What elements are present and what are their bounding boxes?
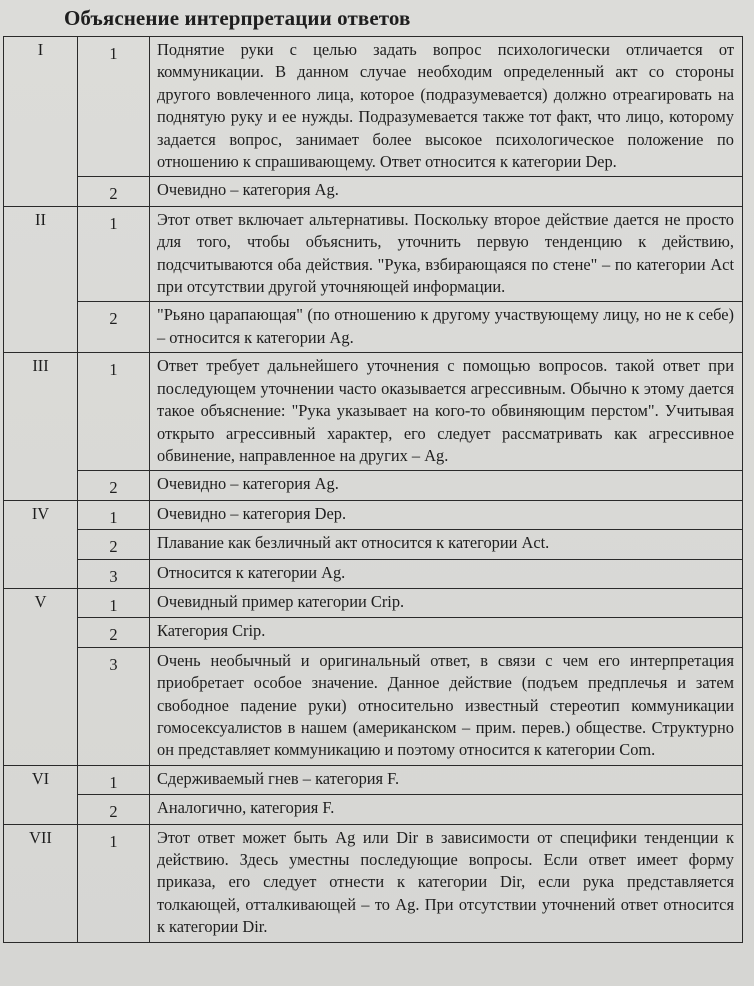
explanation-cell: Очевидный пример категории Crip. (150, 588, 743, 617)
explanation-cell: Этот ответ может быть Ag или Dir в зависимости от специфики тенденции к действию. Здесь уместны последующие вопросы. Если ответ имеет форму приказа, его следует отнести к категории Dir, если рука представляется толкающей, отталкивающей – то Ag. При отсутствии уточнений ответ относится к категории Dir. (150, 824, 743, 942)
table-row (4, 206, 743, 302)
group-cell (4, 647, 78, 765)
group-cell (4, 795, 78, 824)
explanation-cell: Плавание как безличный акт относится к категории Act. (150, 530, 743, 559)
group-cell: IV (4, 500, 78, 529)
explanation-cell: Сдерживаемый гнев – категория F. (150, 765, 743, 794)
explanation-cell: Очевидно – категория Ag. (150, 471, 743, 500)
interpretation-table (3, 36, 743, 943)
group-cell: I (4, 37, 78, 177)
number-cell: 1 (78, 824, 150, 942)
group-cell: V (4, 588, 78, 617)
table-row (4, 647, 743, 765)
group-cell (4, 530, 78, 559)
group-cell (4, 618, 78, 647)
number-cell: 3 (78, 559, 150, 588)
number-cell: 1 (78, 353, 150, 471)
explanation-cell: Аналогично, категория F. (150, 795, 743, 824)
table-row (4, 37, 743, 177)
table-row (4, 500, 743, 529)
table-row (4, 588, 743, 617)
table-row (4, 177, 743, 206)
group-cell: III (4, 353, 78, 471)
number-cell: 2 (78, 795, 150, 824)
number-cell: 2 (78, 471, 150, 500)
group-cell (4, 471, 78, 500)
number-cell: 1 (78, 765, 150, 794)
group-cell: II (4, 206, 78, 302)
number-cell: 1 (78, 588, 150, 617)
explanation-cell: Ответ требует дальнейшего уточнения с помощью вопросов. такой ответ при последующем уточнении часто оказывается агрессивным. Обычно к этому дается такое объяснение: "Рука указывает на кого-то обвиняющим перстом". Учитывая открыто агрессивный характер, его следует рассматривать как агрессивное обвинение, направленное на других – Ag. (150, 353, 743, 471)
table-row (4, 795, 743, 824)
table-row (4, 824, 743, 942)
number-cell: 1 (78, 37, 150, 177)
table-row (4, 530, 743, 559)
group-cell: VII (4, 824, 78, 942)
page-title: Объяснение интерпретации ответов (64, 6, 411, 30)
explanation-cell: Этот ответ включает альтернативы. Поскольку второе действие дается не просто для того, чтобы объяснить, уточнить первую тенденцию к действию, подсчитываются оба действия. "Рука, взбирающаяся по стене" – по категории Act при отсутствии другой уточняющей информации. (150, 206, 743, 302)
table-row (4, 353, 743, 471)
table-row (4, 765, 743, 794)
number-cell: 2 (78, 177, 150, 206)
explanation-cell: Категория Crip. (150, 618, 743, 647)
explanation-cell: Поднятие руки с целью задать вопрос психологически отличается от коммуникации. В данном случае необходим определенный акт со стороны другого вовлеченного лица, которое (подразумевается) должно отреагировать на поднятую руку и ее нужды. Подразумевается также тот факт, что лицо, которому задается вопрос, занимает более высокое психологическое положение по отношению к спрашивающему. Ответ относится к категории Dep. (150, 37, 743, 177)
group-cell: VI (4, 765, 78, 794)
table-row (4, 559, 743, 588)
explanation-cell: Очень необычный и оригинальный ответ, в связи с чем его интерпретация приобретает особое значение. Данное действие (подъем предплечья и затем свободное падение руки) относительно известный стереотип коммуникации гомосексуалистов в нашем (американском – прим. перев.) обществе. Структурно он представляет коммуникацию и поэтому относится к категории Com. (150, 647, 743, 765)
explanation-cell: Очевидно – категория Dep. (150, 500, 743, 529)
number-cell: 2 (78, 618, 150, 647)
table-row (4, 302, 743, 353)
explanation-cell: "Рьяно царапающая" (по отношению к другому участвующему лицу, но не к себе) – относится к категории Ag. (150, 302, 743, 353)
number-cell: 1 (78, 206, 150, 302)
table-row (4, 471, 743, 500)
group-cell (4, 302, 78, 353)
number-cell: 2 (78, 530, 150, 559)
number-cell: 2 (78, 302, 150, 353)
number-cell: 1 (78, 500, 150, 529)
table-row (4, 618, 743, 647)
group-cell (4, 177, 78, 206)
number-cell: 3 (78, 647, 150, 765)
group-cell (4, 559, 78, 588)
explanation-cell: Очевидно – категория Ag. (150, 177, 743, 206)
explanation-cell: Относится к категории Ag. (150, 559, 743, 588)
